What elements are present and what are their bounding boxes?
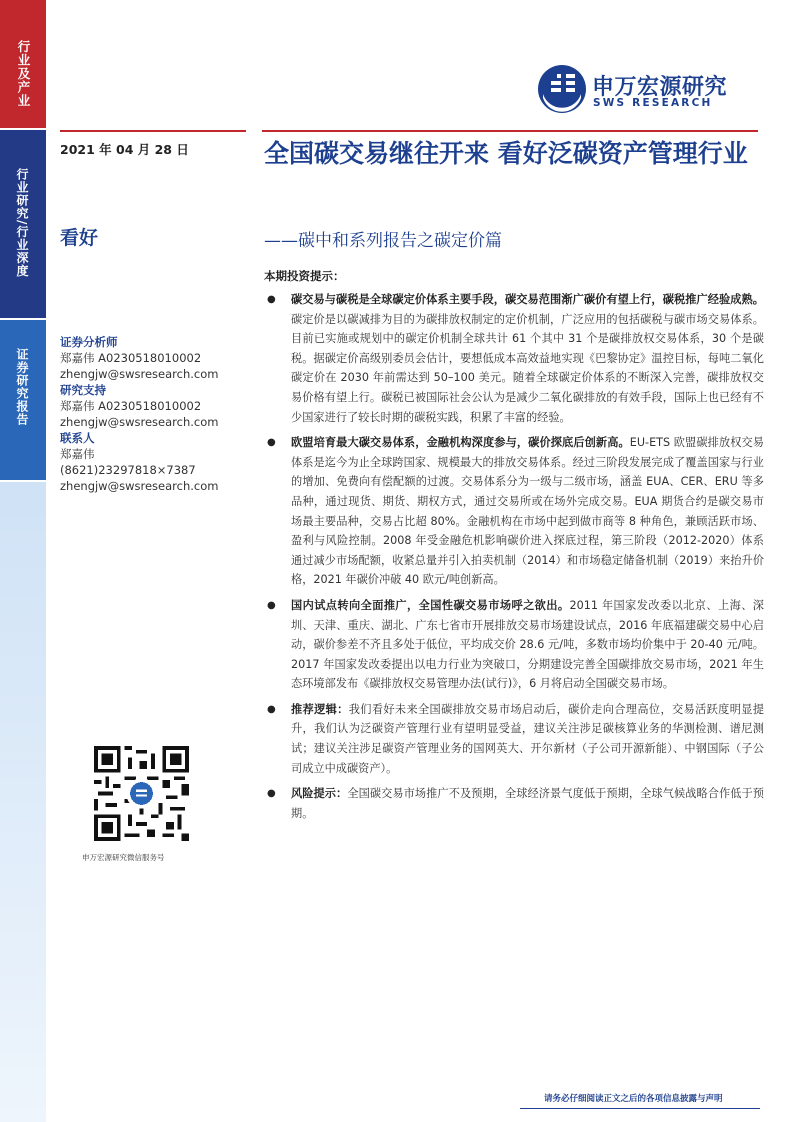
report-title: 全国碳交易继往开来 看好泛碳资产管理行业 [264,139,748,168]
sidebar-report-type-label: 行业研究/行业深度 [15,168,29,278]
bullet-icon: ● [267,788,276,800]
bullet-text: 碳定价是以碳减排为目的为碳排放权制定的定价机制，广泛应用的包括碳税与碳市场交易体系。目前已实施或规划中的碳定价机制全球共计 61 个其中 31 个是碳排放权交易体系，30 个是碳税。据碳定价高级别委员会估计，要想低成本高效益地实现《巴黎协定》温控目标，每吨二氧化碳定价在 2030 年前需达到 50–100 美元。随着全球碳定价体系的不断深入完善，碳排放权交易价格有望上行。碳税已被国际社会公认为是减少二氧化碳排放的有效手段，国际上也已经有不少国家进行了较长时期的碳税实践，积累了丰富的经验。 [291,312,764,424]
list-item [264,596,764,694]
list-item [264,433,764,590]
qr-caption: 申万宏源研究微信服务号 [82,853,165,862]
list-item [264,290,764,427]
bullet-icon: ● [267,599,276,611]
list-item [264,700,764,778]
logo-name-cn: 申万宏源研究 [592,75,728,100]
header-rule-left [60,130,246,132]
analyst-info [60,334,250,494]
sidebar-series-label: 证券研究报告 [15,348,29,426]
bullet-bold-lead: 碳交易与碳税是全球碳定价体系主要手段，碳交易范围渐广碳价有望上行，碳税推广经验成熟。 [291,293,764,306]
sidebar-gradient [0,482,46,1122]
bullet-icon: ● [267,703,276,715]
bullet-bold-lead: 风险提示： [291,787,348,801]
bullet-text: 2011 年国家发改委以北京、上海、深圳、天津、重庆、湖北、广东七省市开展排放交易市场建设试点，2016 年底福建碳交易中心启动，碳价参差不齐且多处于低位，平均成交价 28.6 元/吨，多数市场均价集中于 20-40 元/吨。2017 年国家发改委提出以电力行业为突破口，分期建设完善全国碳排放交易市场，2021 年生态环境部发布《碳排放权交易管理办法(试行)》，6 月将启动全国碳交易市场。 [291,598,764,691]
footer-disclaimer: 请务必仔细阅读正文之后的各项信息披露与声明 [544,1094,723,1104]
logo-name-en: SWS RESEARCH [593,97,713,109]
contact-phone: (8621)23297818×7387 [60,463,196,477]
sws-logo [537,64,757,116]
research-support-heading: 研究支持 [60,383,106,397]
research-support-email[interactable]: zhengjw@swsresearch.com [60,415,219,429]
sidebar-industry-label: 行业及产业 [16,40,31,108]
bullet-text: 我们看好未来全国碳排放交易市场启动后，碳价走向合理高位，交易活跃度明显提升，我们认为泛碳资产管理行业有望明显受益，建议关注涉足碳核算业务的华测检测、谱尼测试；建议关注涉足碳资产管理业务的国网英大、开尔新材（子公司开源新能）、中钢国际（子公司成立中成碳资产）。 [291,702,764,775]
sws-logo-icon [537,64,587,114]
contact-email[interactable]: zhengjw@swsresearch.com [60,479,219,493]
bullet-bold-lead: 欧盟培育最大碳交易体系，金融机构深度参与，碳价探底后创新高。 [291,436,630,450]
list-item [264,784,764,823]
report-subtitle: ——碳中和系列报告之碳定价篇 [264,231,502,251]
bullet-icon: ● [267,437,276,449]
analyst-heading: 证券分析师 [60,335,118,349]
investment-highlights [264,290,764,829]
footer-rule [520,1108,760,1109]
bullet-text: 全国碳交易市场推广不及预期，全球经济景气度低于预期，全球气候战略合作低于预期。 [291,787,764,820]
research-support-line: 郑嘉伟 A0230518010002 [60,399,202,413]
bullet-text: EU-ETS 欧盟碳排放权交易体系是迄今为止全球跨国家、规模最大的排放交易体系。经过三阶段发展完成了覆盖国家与行业的增加、免费向有偿配额的过渡。交易体系分为一级与二级市场，涵盖 EUA、CER、ERU 等多品种，通过现货、期货、期权方式，通过交易所或在场外完成交易。EUA 期货合约是碳交易市场最主要品种，交易占比超 80%。金融机构在市场中起到做市商等 8 种角色，兼顾活跃市场、盈利与风险控制。2008 年受金融危机影响碳价进入探底过程，第三阶段（2012-2020）体系通过减少市场配额，收紧总量并引入拍卖机制（2014）和市场稳定储备机制（2019）来抬升价格，2021 年碳价冲破 40 欧元/吨创新高。 [291,436,764,587]
analyst-email[interactable]: zhengjw@swsresearch.com [60,367,219,381]
section-heading: 本期投资提示： [264,269,345,283]
contact-name: 郑嘉伟 [60,447,95,461]
bullet-bold-lead: 国内试点转向全面推广，全国性碳交易市场呼之欲出。 [291,598,570,612]
analyst-line: 郑嘉伟 A0230518010002 [60,351,202,365]
contact-heading: 联系人 [60,431,95,445]
bullet-icon: ● [267,294,276,305]
bullet-bold-lead: 推荐逻辑： [291,702,349,716]
industry-rating: 看好 [60,227,99,249]
wechat-qr-code [94,746,189,841]
header-rule-right [262,130,758,132]
report-date: 2021 年 04 月 28 日 [60,142,189,157]
